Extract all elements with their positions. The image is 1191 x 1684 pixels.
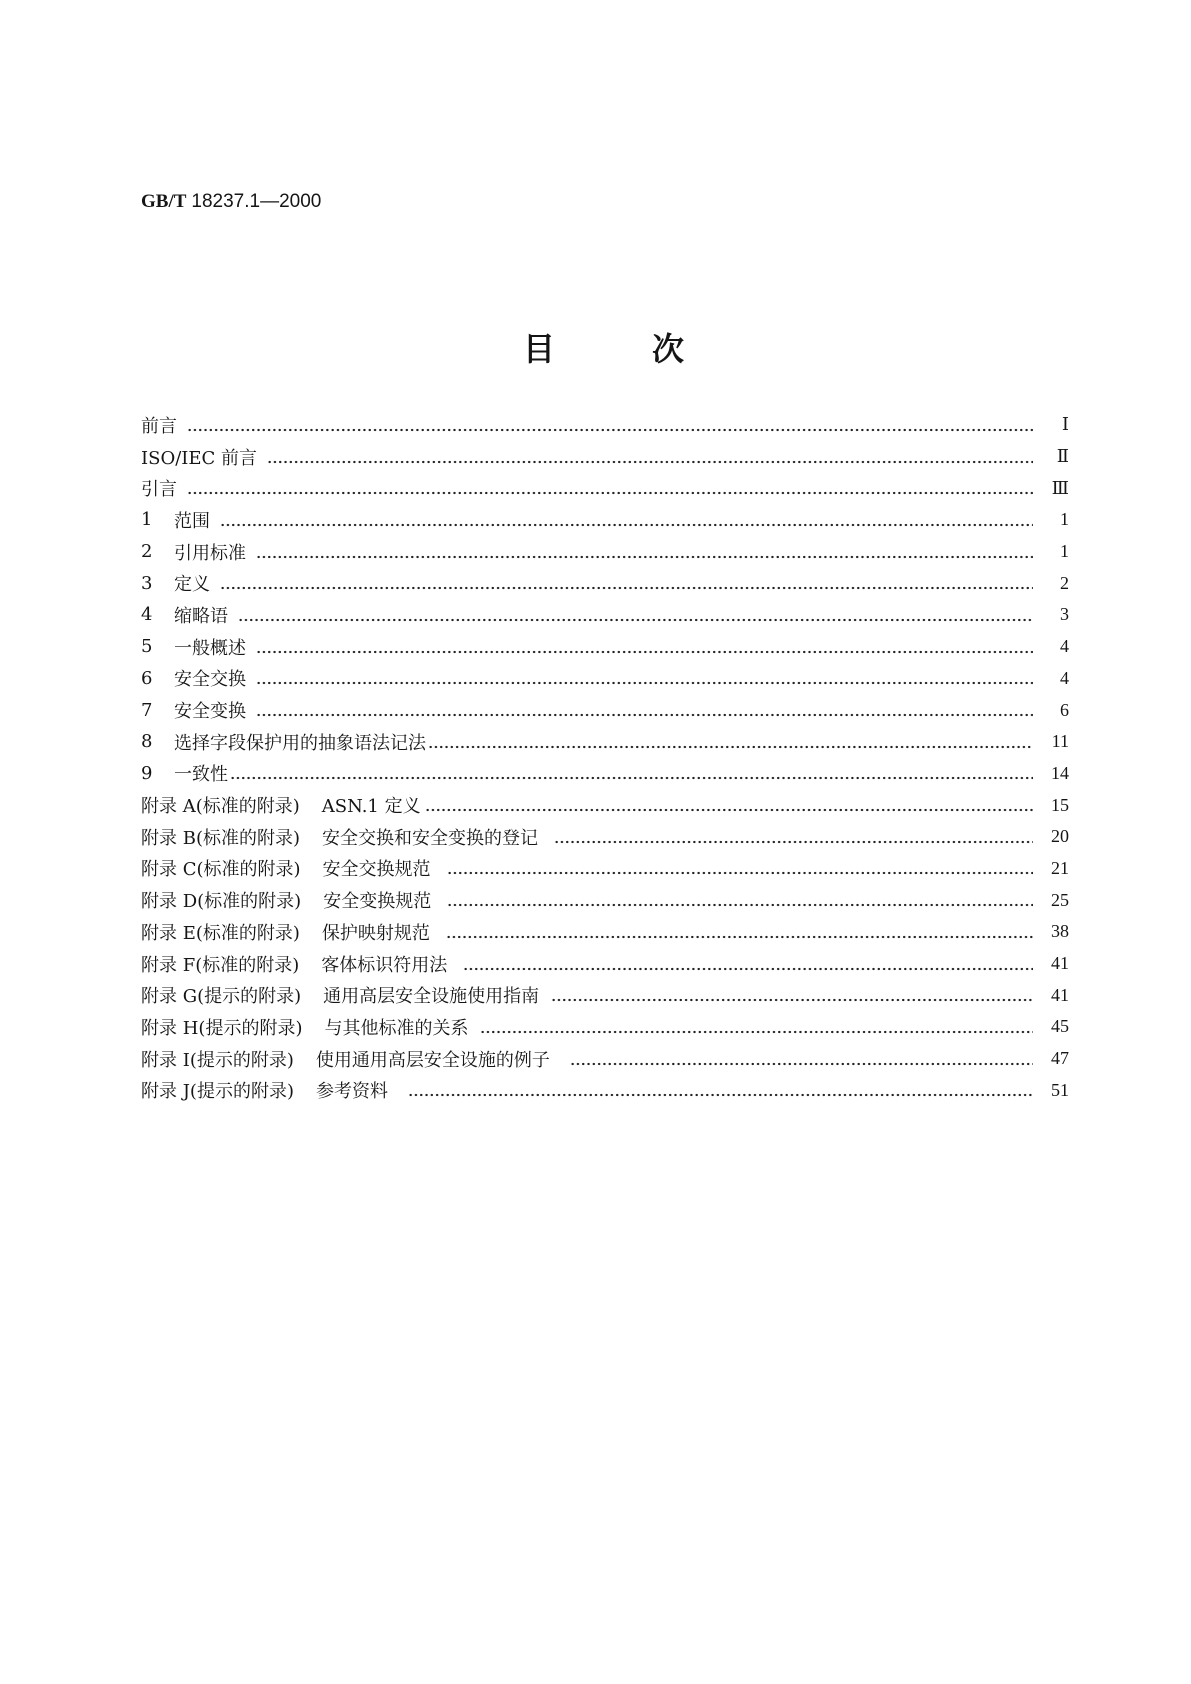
toc-entry-appendix-b bbox=[141, 821, 1069, 853]
toc-entry-title: 安全变换规范 bbox=[323, 891, 432, 913]
toc-entry-number: 1 bbox=[141, 509, 153, 531]
toc-entry-label: 定义 bbox=[174, 574, 210, 596]
toc-entry-page: 25 bbox=[1051, 889, 1069, 910]
toc-entry-section-2 bbox=[141, 536, 1069, 568]
document-code-number: 18237.1—2000 bbox=[191, 191, 322, 212]
toc-entry-appendix-g bbox=[141, 979, 1069, 1011]
table-of-contents bbox=[141, 409, 1069, 1106]
toc-entry-number: 2 bbox=[141, 541, 153, 563]
toc-entry-title: 参考资料 bbox=[315, 1081, 388, 1103]
toc-appendix-label: 附录 A(标准的附录) bbox=[141, 796, 300, 818]
toc-entry-number: 5 bbox=[141, 636, 153, 658]
toc-appendix-label: 附录 J(提示的附录) bbox=[141, 1081, 294, 1103]
toc-entry-number: 3 bbox=[141, 572, 153, 594]
toc-entry-number: 6 bbox=[141, 667, 153, 689]
dot-leader bbox=[267, 460, 1033, 464]
dot-leader bbox=[256, 681, 1033, 685]
toc-entry-page: 51 bbox=[1051, 1079, 1069, 1100]
dot-leader bbox=[554, 840, 1033, 844]
toc-entry-label: 安全变换 bbox=[174, 701, 246, 723]
toc-entry-page: 1 bbox=[1060, 509, 1069, 530]
document-code-prefix: GB/T bbox=[141, 191, 187, 212]
toc-appendix-label: 附录 E(标准的附录) bbox=[141, 922, 300, 944]
dot-leader bbox=[256, 555, 1033, 559]
toc-entry-page: 21 bbox=[1051, 857, 1069, 878]
dot-leader bbox=[220, 586, 1033, 590]
toc-entry-label: 一致性 bbox=[174, 764, 228, 786]
toc-entry-number: 8 bbox=[141, 731, 153, 753]
toc-entry-title: 与其他标准的关系 bbox=[324, 1017, 469, 1039]
toc-entry-iso-iec-foreword bbox=[141, 441, 1069, 473]
toc-appendix-label: 附录 G(提示的附录) bbox=[141, 986, 302, 1008]
toc-appendix-label: 附录 B(标准的附录) bbox=[141, 827, 300, 849]
toc-entry-section-1 bbox=[141, 504, 1069, 536]
toc-entry-section-9 bbox=[141, 758, 1069, 790]
toc-entry-appendix-a bbox=[141, 789, 1069, 821]
dot-leader bbox=[428, 745, 1033, 749]
toc-appendix-label: 附录 D(标准的附录) bbox=[141, 891, 302, 913]
toc-entry-page: 4 bbox=[1060, 636, 1069, 657]
toc-entry-section-8 bbox=[141, 726, 1069, 758]
toc-entry-label: 选择字段保护用的抽象语法记法 bbox=[174, 732, 426, 754]
toc-entry-page: Ⅱ bbox=[1056, 446, 1069, 467]
toc-entry-label: 缩略语 bbox=[174, 605, 228, 627]
dot-leader bbox=[238, 618, 1033, 622]
toc-entry-label: 一般概述 bbox=[174, 637, 246, 659]
toc-entry-number: 4 bbox=[141, 604, 153, 626]
dot-leader bbox=[447, 871, 1033, 875]
dot-leader bbox=[570, 1062, 1033, 1066]
toc-entry-page: 14 bbox=[1051, 762, 1069, 783]
toc-entry-page: Ⅰ bbox=[1061, 414, 1069, 435]
toc-entry-appendix-e bbox=[141, 916, 1069, 948]
dot-leader bbox=[187, 428, 1033, 432]
toc-entry-appendix-f bbox=[141, 948, 1069, 980]
toc-entry-page: Ⅲ bbox=[1051, 477, 1069, 498]
toc-entry-page: 41 bbox=[1051, 984, 1069, 1005]
toc-entry-appendix-h bbox=[141, 1011, 1069, 1043]
toc-entry-label: ISO/IEC 前言 bbox=[141, 447, 258, 469]
toc-entry-page: 1 bbox=[1060, 541, 1069, 562]
toc-entry-section-4 bbox=[141, 599, 1069, 631]
dot-leader bbox=[446, 935, 1033, 939]
page-title: 目次 bbox=[523, 330, 782, 368]
toc-entry-label: 安全交换 bbox=[174, 669, 246, 691]
toc-entry-number: 9 bbox=[141, 762, 153, 784]
toc-entry-label: 引用标准 bbox=[174, 542, 246, 564]
document-code bbox=[141, 190, 321, 213]
dot-leader bbox=[447, 903, 1033, 907]
toc-entry-page: 4 bbox=[1060, 667, 1069, 688]
toc-entry-page: 3 bbox=[1060, 604, 1069, 625]
dot-leader bbox=[187, 491, 1033, 495]
toc-entry-introduction bbox=[141, 472, 1069, 504]
dot-leader bbox=[480, 1030, 1033, 1034]
dot-leader bbox=[551, 998, 1033, 1002]
toc-entry-foreword bbox=[141, 409, 1069, 441]
toc-entry-title: 保护映射规范 bbox=[321, 922, 430, 944]
toc-entry-section-7 bbox=[141, 694, 1069, 726]
toc-entry-page: 6 bbox=[1060, 699, 1069, 720]
toc-entry-title: 客体标识符用法 bbox=[321, 954, 448, 976]
toc-entry-appendix-j bbox=[141, 1074, 1069, 1106]
toc-entry-title: 安全交换规范 bbox=[322, 859, 431, 881]
toc-appendix-label: 附录 C(标准的附录) bbox=[141, 859, 301, 881]
dot-leader bbox=[230, 776, 1033, 780]
toc-entry-page: 20 bbox=[1051, 826, 1069, 847]
toc-entry-page: 47 bbox=[1051, 1048, 1069, 1069]
toc-entry-title: ASN.1 定义 bbox=[321, 796, 421, 818]
toc-entry-label: 前言 bbox=[141, 415, 177, 437]
dot-leader bbox=[463, 967, 1033, 971]
toc-appendix-label: 附录 H(提示的附录) bbox=[141, 1017, 303, 1039]
dot-leader bbox=[425, 808, 1033, 812]
toc-entry-page: 45 bbox=[1051, 1016, 1069, 1037]
toc-entry-section-3 bbox=[141, 567, 1069, 599]
dot-leader bbox=[408, 1093, 1033, 1097]
dot-leader bbox=[256, 713, 1033, 717]
toc-entry-page: 11 bbox=[1051, 731, 1069, 752]
toc-entry-section-6 bbox=[141, 663, 1069, 695]
toc-entry-label: 引言 bbox=[141, 479, 177, 501]
toc-entry-number: 7 bbox=[141, 699, 153, 721]
toc-entry-page: 41 bbox=[1051, 953, 1069, 974]
toc-entry-section-5 bbox=[141, 631, 1069, 663]
toc-entry-title: 使用通用高层安全设施的例子 bbox=[315, 1049, 550, 1071]
toc-entry-appendix-d bbox=[141, 884, 1069, 916]
toc-entry-label: 范围 bbox=[174, 510, 210, 532]
toc-appendix-label: 附录 F(标准的附录) bbox=[141, 954, 300, 976]
toc-entry-title: 通用高层安全设施使用指南 bbox=[323, 986, 540, 1008]
dot-leader bbox=[220, 523, 1033, 527]
toc-entry-appendix-i bbox=[141, 1043, 1069, 1075]
toc-entry-page: 15 bbox=[1051, 794, 1069, 815]
toc-entry-title: 安全交换和安全变换的登记 bbox=[322, 827, 538, 849]
toc-entry-page: 2 bbox=[1060, 572, 1069, 593]
dot-leader bbox=[256, 650, 1033, 654]
toc-entry-page: 38 bbox=[1051, 921, 1069, 942]
toc-entry-appendix-c bbox=[141, 853, 1069, 885]
toc-appendix-label: 附录 I(提示的附录) bbox=[141, 1049, 294, 1071]
